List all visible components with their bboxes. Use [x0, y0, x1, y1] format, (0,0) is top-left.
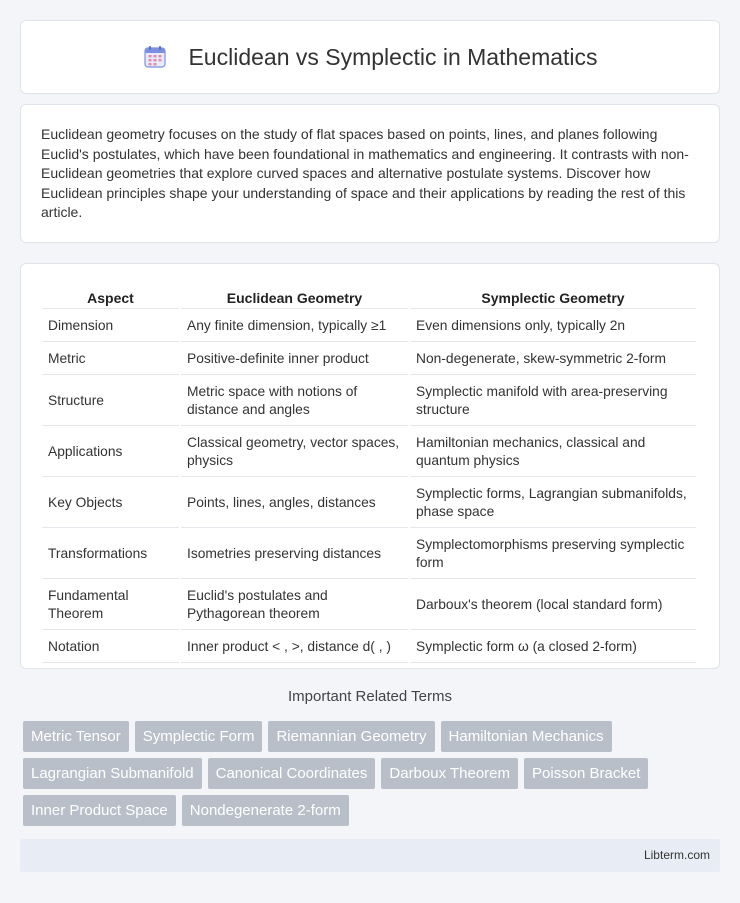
calendar-icon: [142, 44, 168, 70]
related-term-tag[interactable]: Hamiltonian Mechanics: [441, 721, 612, 752]
related-term-tag[interactable]: Poisson Bracket: [524, 758, 648, 789]
column-header-euclidean: Euclidean Geometry: [181, 286, 408, 309]
cell-aspect: Applications: [42, 428, 179, 477]
table-header-row: [42, 286, 696, 309]
related-term-tag[interactable]: Symplectic Form: [135, 721, 263, 752]
cell-euclidean: Points, lines, angles, distances: [181, 479, 408, 528]
related-terms-list: [23, 721, 723, 832]
related-term-tag[interactable]: Canonical Coordinates: [208, 758, 376, 789]
cell-aspect: Metric: [42, 344, 179, 375]
cell-symplectic: Non-degenerate, skew-symmetric 2-form: [410, 344, 696, 375]
cell-symplectic: Even dimensions only, typically 2n: [410, 311, 696, 342]
comparison-table: [40, 284, 698, 665]
related-term-tag[interactable]: Metric Tensor: [23, 721, 129, 752]
table-row: [42, 311, 696, 342]
cell-aspect: Dimension: [42, 311, 179, 342]
footer: [20, 839, 720, 872]
cell-aspect: Key Objects: [42, 479, 179, 528]
cell-symplectic: Darboux's theorem (local standard form): [410, 581, 696, 630]
cell-euclidean: Any finite dimension, typically ≥1: [181, 311, 408, 342]
column-header-aspect: Aspect: [42, 286, 179, 309]
table-row: [42, 581, 696, 630]
cell-euclidean: Euclid's postulates and Pythagorean theorem: [181, 581, 408, 630]
page-title: Euclidean vs Symplectic in Mathematics: [188, 43, 598, 70]
related-term-tag[interactable]: Lagrangian Submanifold: [23, 758, 202, 789]
table-row: [42, 377, 696, 426]
cell-aspect: Notation: [42, 632, 179, 663]
table-row: [42, 344, 696, 375]
table-row: [42, 479, 696, 528]
cell-aspect: Fundamental Theorem: [42, 581, 179, 630]
cell-euclidean: Inner product < , >, distance d( , ): [181, 632, 408, 663]
intro-text: Euclidean geometry focuses on the study of flat spaces based on points, lines, and planes following Euclid's postulates, which have been foundational in mathematics and engineering. It contrasts with non-Euclidean geometries that explore curved spaces and alternative postulate systems. Discover how Euclidean principles shape your understanding of space and their applications by reading the rest of this article.: [41, 126, 689, 221]
cell-symplectic: Symplectomorphisms preserving symplectic form: [410, 530, 696, 579]
column-header-symplectic: Symplectic Geometry: [410, 286, 696, 309]
related-term-tag[interactable]: Riemannian Geometry: [268, 721, 434, 752]
cell-euclidean: Positive-definite inner product: [181, 344, 408, 375]
table-row: [42, 530, 696, 579]
header-card: [20, 20, 720, 94]
cell-aspect: Transformations: [42, 530, 179, 579]
cell-symplectic: Symplectic manifold with area-preserving structure: [410, 377, 696, 426]
footer-site-link[interactable]: Libterm.com: [643, 848, 710, 862]
related-terms-title: Important Related Terms: [288, 688, 452, 705]
cell-symplectic: Symplectic forms, Lagrangian submanifolds, phase space: [410, 479, 696, 528]
table-row: [42, 428, 696, 477]
cell-symplectic: Hamiltonian mechanics, classical and quantum physics: [410, 428, 696, 477]
cell-euclidean: Metric space with notions of distance and angles: [181, 377, 408, 426]
cell-euclidean: Classical geometry, vector spaces, physics: [181, 428, 408, 477]
related-term-tag[interactable]: Darboux Theorem: [381, 758, 518, 789]
comparison-table-card: [20, 263, 720, 669]
cell-aspect: Structure: [42, 377, 179, 426]
cell-euclidean: Isometries preserving distances: [181, 530, 408, 579]
related-term-tag[interactable]: Nondegenerate 2-form: [182, 795, 349, 826]
related-term-tag[interactable]: Inner Product Space: [23, 795, 176, 826]
cell-symplectic: Symplectic form ω (a closed 2-form): [410, 632, 696, 663]
intro-card: [20, 104, 720, 243]
table-row: [42, 632, 696, 663]
